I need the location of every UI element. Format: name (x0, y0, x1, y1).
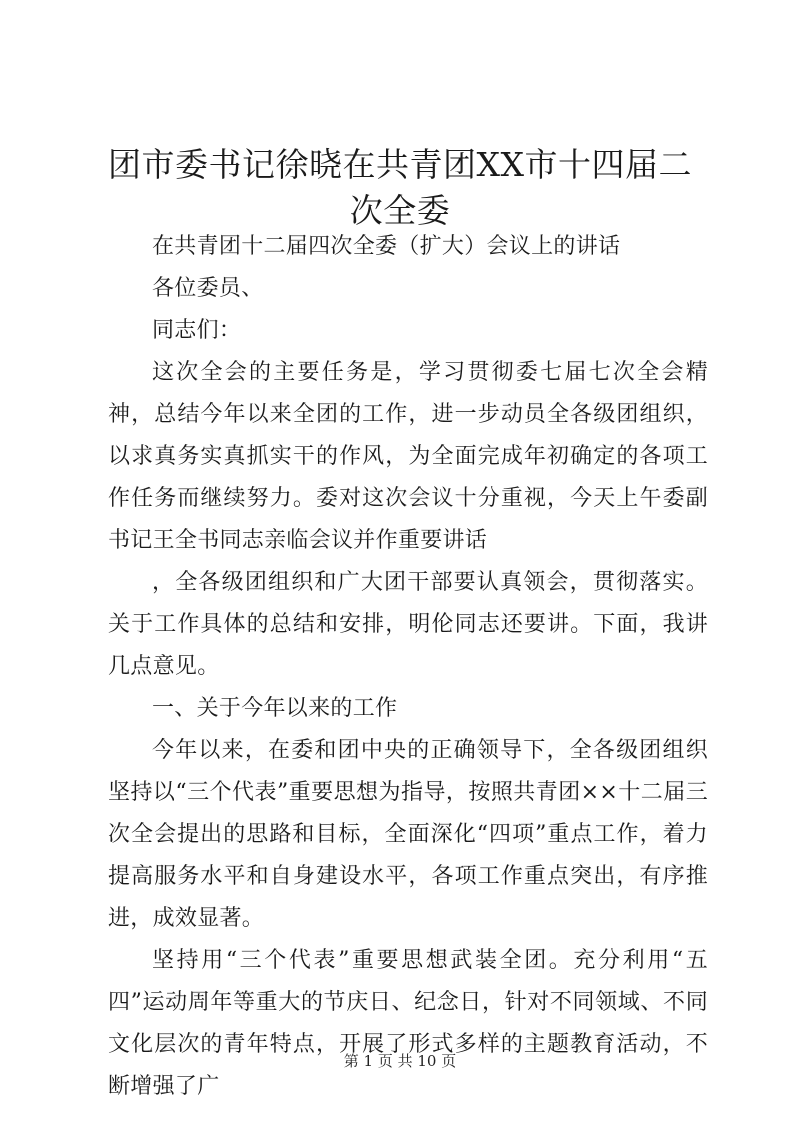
body-paragraph: 今年以来，在委和团中央的正确领导下，全各级团组织坚持以“三个代表”重要思想为指导，按照共青团××十二届三次全会提出的思路和目标，全面深化“四项”重点工作，着力提高服务水平和自身建设水平，各项工作重点突出，有序推进，成效显著。 (108, 738, 708, 931)
document-title: 团市委书记徐晓在共青团XX市十四届二次全委 (108, 145, 692, 230)
body-paragraph: 坚持用“三个代表”重要思想武装全团。充分利用“五四”运动周年等重大的节庆日、纪念日，针对不同领域、不同文化层次的青年特点，开展了形式多样的主题教育活动，不断增强了广 (108, 948, 708, 1099)
body-paragraph: ，全各级团组织和广大团干部要认真领会，贯彻落实。关于工作具体的总结和安排，明伦同志还要讲。下面，我讲几点意见。 (108, 570, 708, 679)
salutation-line-1: 各位委员、 (152, 276, 264, 301)
page-number-footer: 第 1 页 共 10 页 (343, 1052, 457, 1070)
body-paragraph: 这次全会的主要任务是，学习贯彻委七届七次全会精神，总结今年以来全团的工作，进一步动员全各级团组织，以求真务实真抓实干的作风，为全面完成年初确定的各项工作任务而继续努力。委对这次会议十分重视，今天上午委副书记王全书同志亲临会议并作重要讲话 (108, 360, 708, 553)
document-body (108, 226, 708, 1108)
salutation-line-2: 同志们： (152, 318, 242, 343)
subtitle-paragraph: 在共青团十二届四次全委（扩大）会议上的讲话 (152, 234, 621, 259)
section-heading: 一、关于今年以来的工作 (152, 696, 398, 721)
